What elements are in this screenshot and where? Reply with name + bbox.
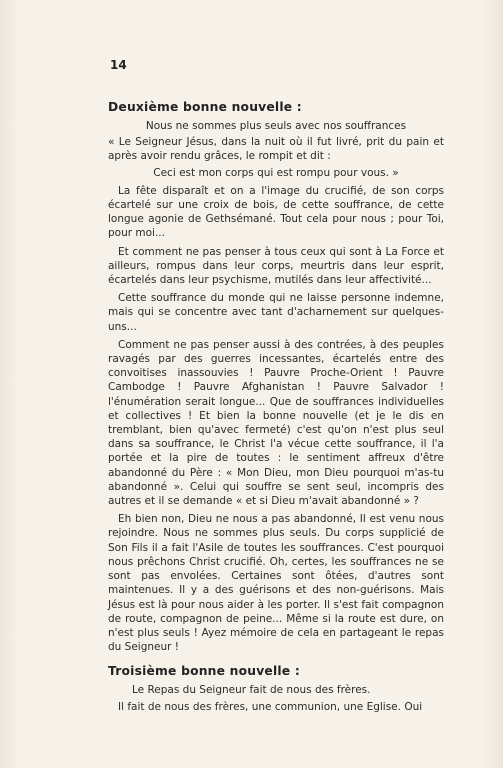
page-number: 14 (110, 58, 127, 72)
paragraph: Cette souffrance du monde qui ne laisse personne indemne, mais qui se concentre avec tant d'acharnement sur quelques-uns... (108, 292, 444, 333)
quote-paragraph: « Le Seigneur Jésus, dans la nuit où il fut livré, prit du pain et après avoir rendu grâces, le rompit et dit : (108, 136, 444, 163)
paragraph: Le Repas du Seigneur fait de nous des frères. (132, 684, 371, 697)
section-subtitle: Nous ne sommes plus seuls avec nos souffrances (145, 120, 407, 132)
paragraph: Il fait de nous des frères, une communion, une Eglise. Oui (118, 700, 423, 713)
quote-line: Ceci est mon corps qui est rompu pour vous. » (153, 166, 399, 179)
section-heading-3: Troisième bonne nouvelle : (108, 664, 300, 679)
section-heading-2: Deuxième bonne nouvelle : (108, 100, 302, 114)
paragraph: Comment ne pas penser aussi à des contrées, à des peuples ravagés par des guerres incessantes, écartelés entre des convoitises inassouvies ! Pauvre Proche-Orient ! Pauvre Cambodge ! Pauvre Afghanistan ! Pauvre Salvador ! l'énumération serait longue... Que de souffrances individuelles et collectives ! Et bien la bonne nouvelle (et je le dis en tremblant, bien qu'avec fermeté) c'est qu'on n'est plus seul dans sa souffrance, le Christ l'a vécue cette souffrance, il l'a portée et la pire de toutes : le sentiment affreux d'être abandonné du Père : « Mon Dieu, mon Dieu pourquoi m'as-tu abandonné ». Celui qui souffre se sent seul, incompris des autres et il se demande « et si Dieu m'avait abandonné » ? (108, 338, 444, 508)
paragraph: Eh bien non, Dieu ne nous a pas abandonné, Il est venu nous rejoindre. Nous ne sommes plus seuls. Du corps supplicié de Son Fils il a fait l'Asile de toutes les souffrances. C'est pourquoi nous prêchons Christ crucifié. Oh, certes, les souffrances ne se sont pas envolées. Certaines sont ôtées, d'autres sont maintenues. Il y a des guérisons et des non-guérisons. Mais Jésus est là pour nous aider à les porter. Il s'est fait compagnon de route, compagnon de peine... Même si la route est dure, on n'est plus seuls ! Ayez mémoire de cela en partageant le repas du Seigneur ! (108, 513, 444, 654)
paragraph: La fête disparaît et on a l'image du crucifié, de son corps écartelé sur une croix de bois, de cette souffrance, de cette longue agonie de Gethsémané. Tout cela pour nous ; pour Toi, pour moi... (108, 184, 444, 240)
page-content (108, 100, 444, 718)
paragraph: Et comment ne pas penser à tous ceux qui sont à La Force et ailleurs, rompus dans leur corps, meurtris dans leur esprit, écartelés dans leur psychisme, mutilés dans leur affectivité... (108, 245, 444, 287)
